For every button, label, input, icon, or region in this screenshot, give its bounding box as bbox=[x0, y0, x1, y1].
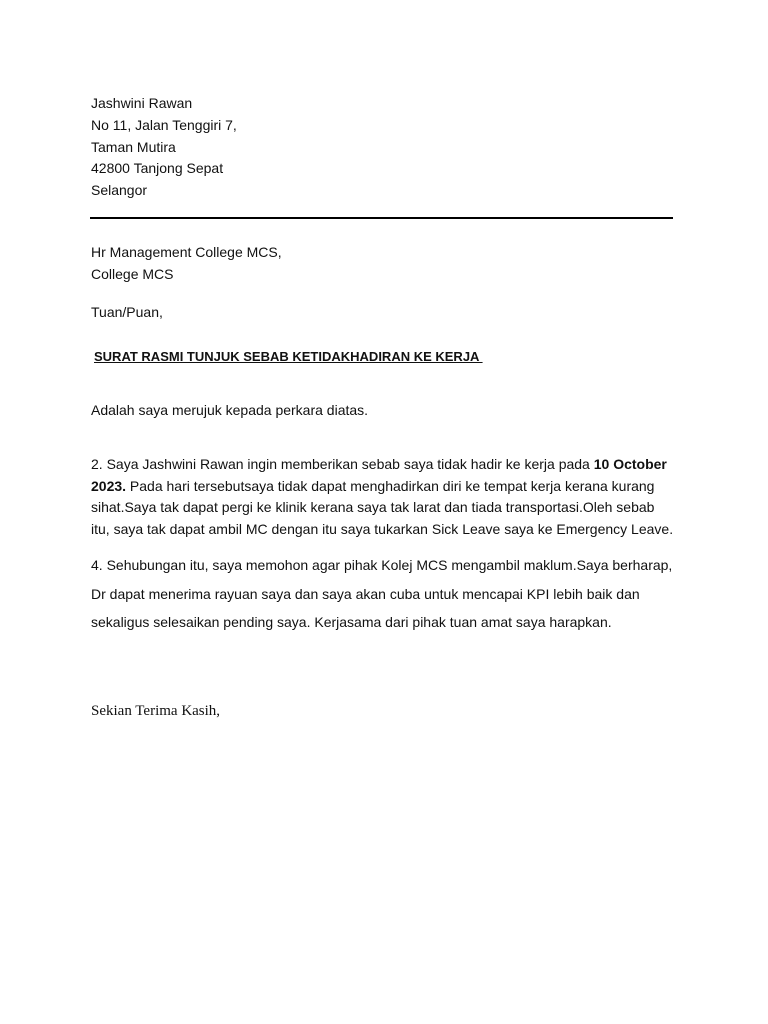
body-paragraph-1 bbox=[91, 454, 675, 540]
absence-date: 10 October 2023. bbox=[91, 456, 667, 494]
sender-address-line-3: 42800 Tanjong Sepat bbox=[91, 160, 224, 177]
paragraph-1-body: Pada hari tersebutsaya tidak dapat menghadirkan diri ke tempat kerja kerana kurang sihat.Saya tak dapat pergi ke klinik kerana saya tak larat dan tiada transportasi.Oleh sebab itu, saya tak dapat ambil MC dengan itu saya tukarkan Sick Leave saya ke Emergency Leave. bbox=[91, 477, 674, 537]
closing-line: Sekian Terima Kasih, bbox=[91, 703, 221, 719]
salutation: Tuan/Puan, bbox=[91, 304, 163, 320]
reference-line: Adalah saya merujuk kepada perkara diatas. bbox=[91, 402, 369, 418]
recipient-line-1: Hr Management College MCS, bbox=[91, 244, 282, 260]
header-divider bbox=[90, 217, 673, 219]
recipient-line-2: College MCS bbox=[91, 265, 174, 282]
recipient-address-block bbox=[91, 242, 282, 286]
body-paragraph-2: 4. Sehubungan itu, saya memohon agar pihak Kolej MCS mengambil maklum.Saya berharap, Dr dapat menerima rayuan saya dan saya akan cuba untuk mencapai KPI lebih baik dan sekaligus selesaikan pending saya. Kerjasama dari pihak tuan amat saya harapkan. bbox=[91, 557, 673, 630]
sender-address-line-4: Selangor bbox=[91, 182, 148, 199]
sender-address-line-2: Taman Mutira bbox=[91, 138, 176, 155]
sender-address-block bbox=[91, 93, 237, 202]
paragraph-1-intro: 2. Saya Jashwini Rawan ingin memberikan sebab saya tidak hadir ke kerja pada bbox=[91, 456, 594, 472]
sender-name: Jashwini Rawan bbox=[91, 95, 193, 111]
letter-subject: SURAT RASMI TUNJUK SEBAB KETIDAKHADIRAN KE KERJA bbox=[94, 349, 483, 364]
sender-address-line-1: No 11, Jalan Tenggiri 7, bbox=[91, 116, 237, 133]
